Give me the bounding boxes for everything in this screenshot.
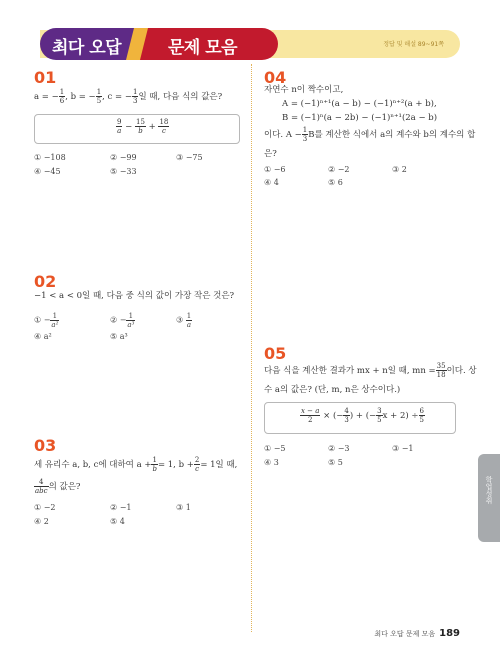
q5-box-part-1: × (− bbox=[320, 411, 344, 421]
q1-box-frac-1-den: a bbox=[117, 127, 122, 135]
q2-choice-2-num: 1 bbox=[126, 312, 135, 321]
q2-choice-3-prefix: ③ bbox=[176, 315, 186, 325]
q1-box-frac-2-num: 15 bbox=[136, 118, 145, 126]
q1-choice-5[interactable]: ⑤ −33 bbox=[110, 167, 137, 176]
q2-choice-3-num: 1 bbox=[186, 312, 192, 320]
q1-frac-2-num: 1 bbox=[96, 88, 102, 96]
q3-text-d: 의 값은? bbox=[48, 482, 81, 492]
q5-box-frac-2-num: 4 bbox=[344, 407, 349, 415]
q4-frac-1-den: 3 bbox=[302, 135, 308, 143]
q3-frac-1-num: 1 bbox=[152, 456, 157, 464]
q5-frac-1-den: 18 bbox=[436, 371, 446, 379]
q5-text-b: 이다. 상 bbox=[446, 366, 477, 376]
q1-choice-4[interactable]: ④ −45 bbox=[34, 167, 61, 176]
q4-line4-b: B를 계산한 식에서 a의 계수와 b의 계수의 합 bbox=[308, 130, 476, 140]
question-number-03: 03 bbox=[34, 436, 57, 455]
q5-box-frac-4 bbox=[419, 407, 425, 424]
q2-choice-1-frac bbox=[50, 312, 59, 329]
question-01-text bbox=[34, 88, 222, 105]
q4-choice-4[interactable]: ④ 4 bbox=[264, 178, 279, 187]
q2-choice-3[interactable] bbox=[176, 312, 192, 329]
q1-frac-1-num: 1 bbox=[59, 88, 65, 96]
q1-frac-1-den: 6 bbox=[59, 97, 65, 105]
question-05-line1 bbox=[264, 362, 477, 379]
column-divider bbox=[251, 64, 252, 632]
q2-choice-5[interactable]: ⑤ a³ bbox=[110, 332, 128, 341]
q5-frac-1-num: 35 bbox=[436, 362, 446, 370]
q5-box-frac-1 bbox=[300, 407, 320, 424]
q5-box-frac-3-den: 5 bbox=[377, 416, 382, 424]
question-number-01: 01 bbox=[34, 68, 57, 87]
q1-frac-2-den: 5 bbox=[96, 97, 102, 105]
header-answer-note: 정답 및 해설 89~91쪽 bbox=[383, 41, 444, 48]
question-03-text-line1 bbox=[34, 456, 237, 473]
page-number: 189 bbox=[439, 628, 460, 639]
q1-box-frac-2-den: b bbox=[138, 127, 143, 135]
q5-box-part-2: ) + (− bbox=[349, 411, 377, 421]
q5-text-a: 다음 식을 계산한 결과가 mx + n일 때, mn = bbox=[264, 366, 436, 376]
q3-frac-3-den: abc bbox=[35, 487, 48, 495]
q3-text-b: = 1, b + bbox=[157, 460, 194, 470]
question-02-text: −1 < a < 0일 때, 다음 중 식의 값이 가장 작은 것은? bbox=[34, 291, 235, 301]
q1-expression bbox=[116, 118, 169, 135]
q5-frac-1 bbox=[436, 362, 447, 379]
question-04-line4 bbox=[264, 126, 475, 143]
q1-text-a: a = − bbox=[34, 92, 59, 102]
q5-box-frac-4-den: 5 bbox=[419, 416, 424, 424]
q1-text-c: , c = − bbox=[102, 92, 132, 102]
q1-box-frac-2 bbox=[135, 118, 146, 135]
q5-choice-4[interactable]: ④ 3 bbox=[264, 458, 279, 467]
q1-frac-3-den: 3 bbox=[132, 97, 138, 105]
q4-choice-5[interactable]: ⑤ 6 bbox=[328, 178, 343, 187]
q1-box-op-2: + bbox=[145, 122, 159, 132]
q4-choice-2[interactable]: ② −2 bbox=[328, 165, 350, 174]
question-number-04: 04 bbox=[264, 68, 287, 87]
question-number-02: 02 bbox=[34, 272, 57, 291]
q3-choice-1[interactable]: ① −2 bbox=[34, 503, 56, 512]
q2-choice-1-prefix: ① − bbox=[34, 315, 51, 325]
q3-choice-5[interactable]: ⑤ 4 bbox=[110, 517, 125, 526]
q5-box-frac-3-num: 3 bbox=[377, 407, 382, 415]
q5-choice-3[interactable]: ③ −1 bbox=[392, 444, 414, 453]
header-title-right: 문제 모음 bbox=[168, 38, 238, 58]
question-04-line3: B = (−1)ⁿ(a − 2b) − (−1)ⁿ⁺¹(2a − b) bbox=[282, 113, 438, 123]
q1-choice-2[interactable]: ② −99 bbox=[110, 153, 137, 162]
q3-frac-1-den: b bbox=[152, 465, 157, 473]
q2-choice-1-den: a² bbox=[51, 321, 59, 329]
question-number-05: 05 bbox=[264, 344, 287, 363]
q1-text-b: , b = − bbox=[65, 92, 96, 102]
q4-frac-1-num: 1 bbox=[302, 126, 308, 134]
q1-box-op-1: − bbox=[122, 122, 135, 132]
q1-box-frac-1-num: 9 bbox=[117, 118, 122, 126]
question-04-line1: 자연수 n이 짝수이고, bbox=[264, 85, 344, 95]
q5-box-frac-2-den: 3 bbox=[344, 416, 349, 424]
q1-box-frac-3-den: c bbox=[161, 127, 166, 135]
q2-choice-2[interactable] bbox=[110, 312, 135, 329]
q1-text-d: 일 때, 다음 식의 값은? bbox=[138, 92, 223, 102]
q5-expression bbox=[300, 407, 425, 424]
q1-choice-3[interactable]: ③ −75 bbox=[176, 153, 203, 162]
question-04-line2: A = (−1)ⁿ⁺¹(a − b) − (−1)ⁿ⁺²(a + b), bbox=[282, 99, 437, 109]
footer-label: 최다 오답 문제 모음 bbox=[374, 630, 436, 638]
q3-frac-2-num: 2 bbox=[194, 456, 200, 464]
q2-choice-2-frac bbox=[126, 312, 135, 329]
q4-line4-a: 이다. A − bbox=[264, 130, 302, 140]
page-header bbox=[40, 28, 460, 60]
q3-text-a: 세 유리수 a, b, c에 대하여 a + bbox=[34, 460, 152, 470]
page-footer bbox=[374, 628, 460, 639]
q2-choice-3-den: a bbox=[186, 321, 192, 329]
q2-choice-2-den: a³ bbox=[127, 321, 135, 329]
q1-box-frac-3 bbox=[158, 118, 169, 135]
q1-frac-3-num: 1 bbox=[132, 88, 138, 96]
q1-choice-1[interactable]: ① −108 bbox=[34, 153, 66, 162]
q5-box-frac-1-num: x − a bbox=[301, 407, 320, 415]
q5-box-frac-4-num: 6 bbox=[419, 407, 424, 415]
q5-choice-2[interactable]: ② −3 bbox=[328, 444, 350, 453]
question-05-line2: 수 a의 값은? (단, m, n은 상수이다.) bbox=[264, 385, 401, 395]
q3-choice-4[interactable]: ④ 2 bbox=[34, 517, 49, 526]
q5-choice-1[interactable]: ① −5 bbox=[264, 444, 286, 453]
q2-choice-1[interactable] bbox=[34, 312, 59, 329]
side-tab[interactable] bbox=[478, 454, 500, 542]
q4-choice-1[interactable]: ① −6 bbox=[264, 165, 286, 174]
q3-frac-3-num: 4 bbox=[34, 478, 49, 487]
q5-box-frac-1-den: 2 bbox=[307, 416, 313, 424]
q1-box-frac-3-num: 18 bbox=[159, 118, 169, 126]
q3-choice-3[interactable]: ③ 1 bbox=[176, 503, 191, 512]
question-03-text-line2 bbox=[34, 478, 80, 495]
q3-frac-3 bbox=[34, 478, 49, 495]
q2-choice-1-num: 1 bbox=[50, 312, 59, 321]
q3-text-c: = 1일 때, bbox=[200, 460, 238, 470]
q4-choice-3[interactable]: ③ 2 bbox=[392, 165, 407, 174]
question-04-line5: 은? bbox=[264, 149, 277, 159]
q5-box-part-3: x + 2) ÷ bbox=[382, 411, 419, 421]
q2-choice-4[interactable]: ④ a² bbox=[34, 332, 52, 341]
q3-frac-2-den: c bbox=[195, 465, 200, 473]
side-tab-label: 학업성취 bbox=[485, 476, 493, 504]
q3-choice-2[interactable]: ② −1 bbox=[110, 503, 132, 512]
q5-choice-5[interactable]: ⑤ 5 bbox=[328, 458, 343, 467]
header-title-left: 최다 오답 bbox=[52, 38, 122, 58]
q2-choice-2-prefix: ② − bbox=[110, 315, 127, 325]
q2-choice-3-frac bbox=[186, 312, 192, 329]
